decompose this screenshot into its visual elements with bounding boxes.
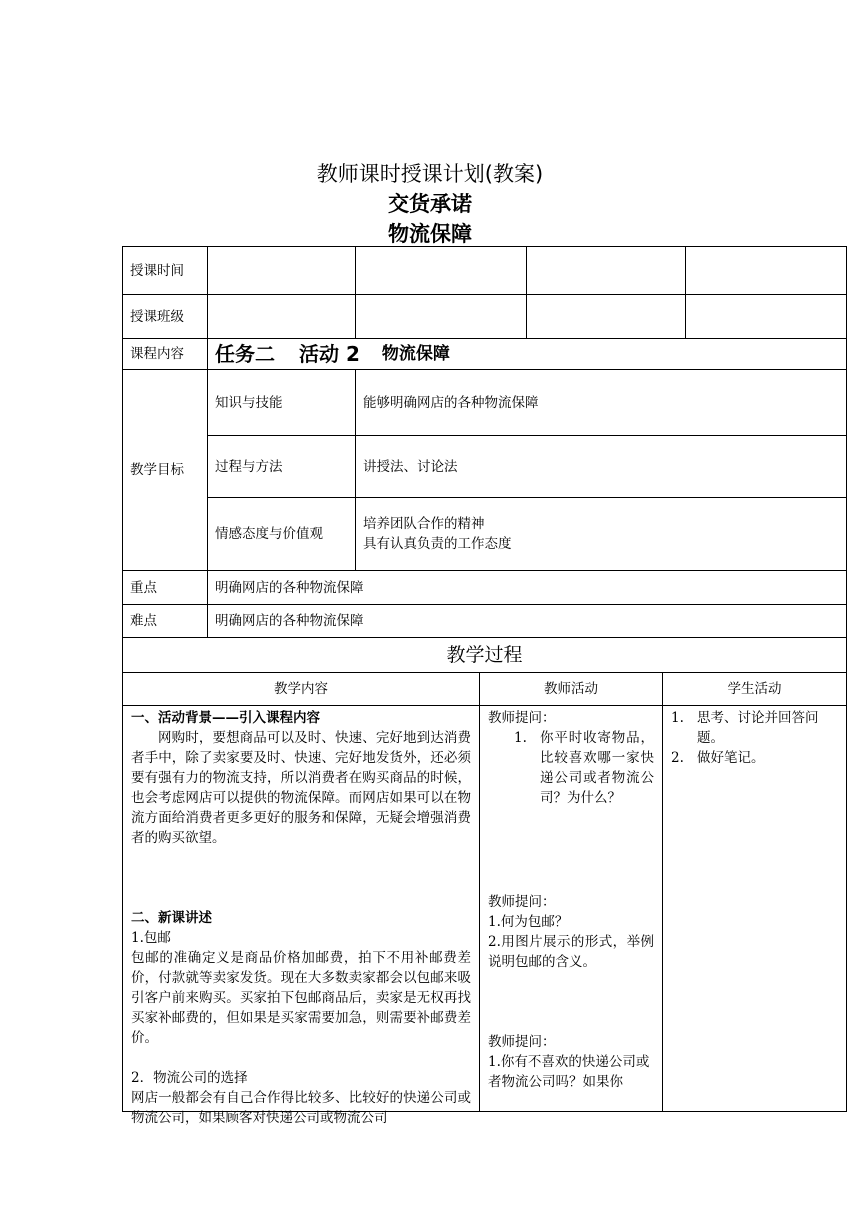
content-activity: 活动 2	[299, 342, 360, 366]
content-label: 课程内容	[122, 338, 208, 370]
list-item	[671, 748, 840, 768]
lesson-subtitle: 物流保障	[388, 222, 472, 246]
difficulty-value: 明确网店的各种物流保障	[207, 604, 847, 638]
objective-value-line: 培养团队合作的精神	[363, 516, 485, 532]
objective-value: 讲授法、讨论法	[355, 435, 847, 498]
lesson-title: 交货承诺	[388, 192, 472, 216]
list-number: 2.	[671, 750, 684, 766]
class-label: 授课班级	[122, 294, 208, 339]
list-text: 你平时收寄物品，比较喜欢哪一家快递公司或者物流公司？为什么？	[540, 730, 654, 806]
time-label: 授课时间	[122, 246, 208, 295]
content-column	[122, 705, 480, 1126]
column-header-content: 教学内容	[122, 672, 480, 706]
time-cell-3	[526, 246, 686, 295]
list-text: 做好笔记。	[697, 750, 765, 766]
section-paragraph: 网购时，要想商品可以及时、快速、完好地到达消费者手中，除了卖家要及时、快速、完好地发货外，还必须要有强有力的物流支持，所以消费者在购买商品的时候，也会考虑网店可以提供的物流保障。而网店如果可以在物流方面给消费者更多更好的服务和保障，无疑会增强消费者的购买欲望。	[131, 730, 471, 846]
column-header-teacher: 教师活动	[479, 672, 663, 706]
item-heading: 2．物流公司的选择	[131, 1070, 248, 1086]
process-title: 教学过程	[122, 637, 847, 673]
time-cell-4	[685, 246, 847, 295]
teacher-question-label: 教师提问：	[488, 710, 556, 726]
teacher-question: 1.何为包邮？	[488, 914, 569, 930]
list-text: 思考、讨论并回答问题。	[697, 710, 819, 746]
content-task: 任务二	[215, 342, 275, 366]
time-cell-2	[355, 246, 527, 295]
objective-value-line: 具有认真负责的工作态度	[363, 536, 512, 552]
difficulty-label: 难点	[122, 604, 208, 638]
column-header-student: 学生活动	[662, 672, 847, 706]
teacher-question-label: 教师提问：	[488, 894, 556, 910]
objective-value: 能够明确网店的各种物流保障	[355, 369, 847, 436]
objectives-label: 教学目标	[122, 369, 208, 571]
key-point-label: 重点	[122, 570, 208, 605]
list-item	[488, 728, 654, 808]
teacher-question: 1.你有不喜欢的快递公司或者物流公司吗？如果你	[488, 1054, 650, 1090]
student-column	[662, 705, 847, 1112]
objective-name: 情感态度与价值观	[207, 497, 356, 571]
class-cell-1	[207, 294, 356, 339]
class-cell-4	[685, 294, 847, 339]
objective-name: 知识与技能	[207, 369, 356, 436]
teacher-column	[479, 705, 663, 1112]
objective-value	[355, 497, 847, 571]
list-number: 1.	[514, 730, 527, 746]
teacher-question: 2.用图片展示的形式，举例说明包邮的含义。	[488, 934, 654, 970]
section-heading: 一、活动背景——引入课程内容	[131, 710, 320, 726]
list-item	[671, 708, 840, 748]
class-cell-3	[526, 294, 686, 339]
content-topic: 物流保障	[381, 344, 450, 364]
class-cell-2	[355, 294, 527, 339]
key-point-value: 明确网店的各种物流保障	[207, 570, 847, 605]
section-heading: 二、新课讲述	[131, 910, 212, 926]
list-number: 1.	[671, 710, 684, 726]
teacher-question-label: 教师提问：	[488, 1034, 556, 1050]
objective-name: 过程与方法	[207, 435, 356, 498]
page-title: 教师课时授课计划(教案)	[316, 162, 544, 186]
time-cell-1	[207, 246, 356, 295]
section-paragraph: 包邮的准确定义是商品价格加邮费，拍下不用补邮费差价，付款就等卖家发货。现在大多数卖家都会以包邮来吸引客户前来购买。买家拍下包邮商品后，卖家是无权再找买家补邮费的，但如果是买家需要加急，则需要补邮费差价。	[131, 950, 471, 1046]
item-heading: 1.包邮	[131, 930, 171, 946]
section-paragraph: 网店一般都会有自己合作得比较多、比较好的快递公司或物流公司，如果顾客对快递公司或物流公司	[131, 1090, 471, 1126]
content-value	[207, 338, 847, 370]
